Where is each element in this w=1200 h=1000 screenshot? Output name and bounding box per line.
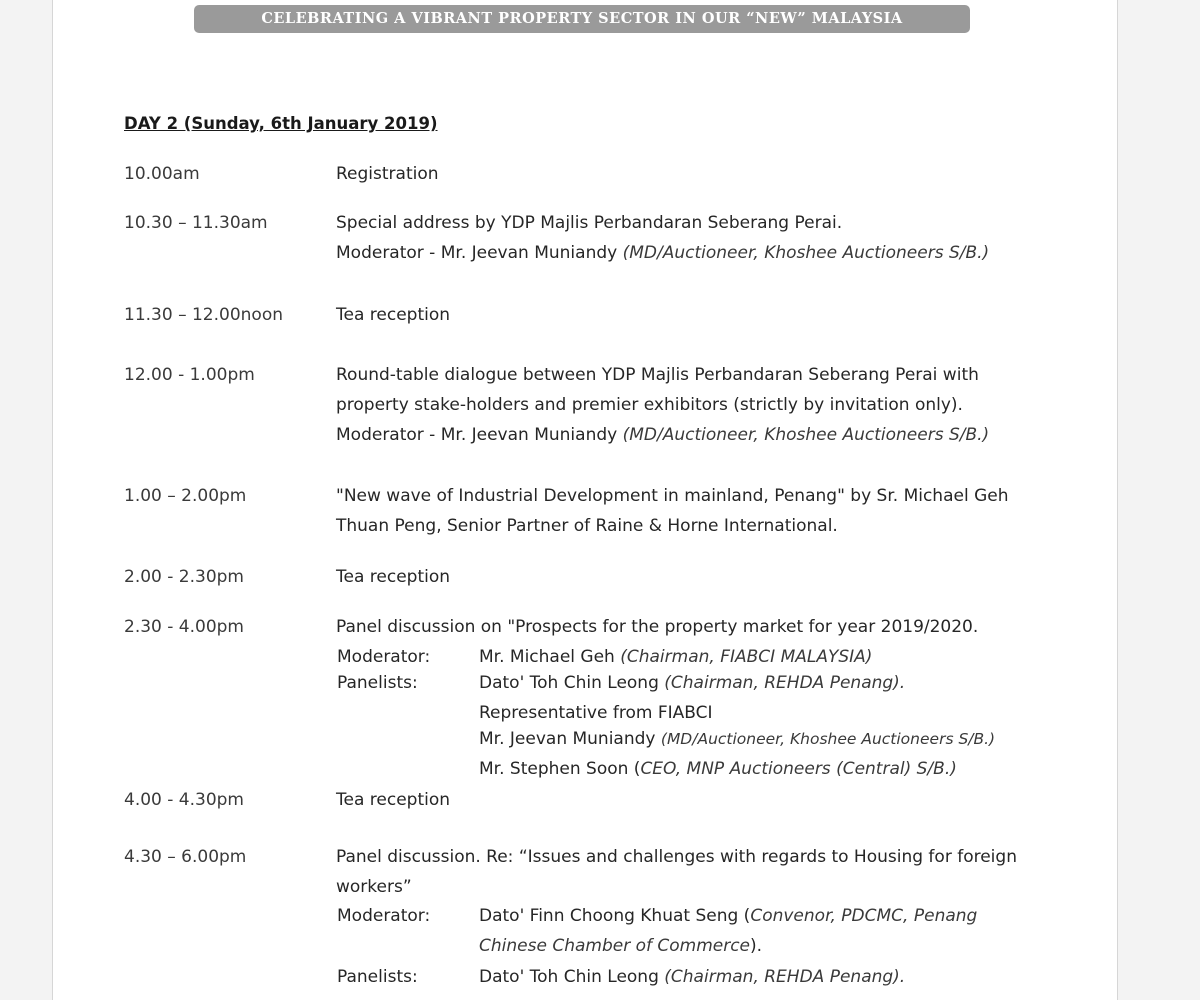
schedule-time: 10.30 – 11.30am — [124, 213, 268, 233]
schedule-item: workers” — [336, 877, 412, 897]
schedule-item: "New wave of Industrial Development in mainland, Penang" by Sr. Michael Geh — [336, 486, 1009, 506]
moderator-role: (Chairman, FIABCI MALAYSIA) — [620, 647, 873, 667]
moderator-line — [336, 420, 989, 450]
panelist — [479, 668, 905, 698]
schedule-time: 1.00 – 2.00pm — [124, 486, 247, 506]
schedule-time: 4.30 – 6.00pm — [124, 847, 247, 867]
moderator-line — [479, 901, 977, 931]
document-page — [52, 0, 1118, 1000]
schedule-item: Thuan Peng, Senior Partner of Raine & Horne International. — [336, 516, 838, 536]
panelist — [479, 754, 957, 784]
panelist-name: Dato' Toh Chin Leong — [479, 673, 665, 693]
moderator-name: Moderator - Mr. Jeevan Muniandy — [336, 243, 623, 263]
schedule-item: Panel discussion. Re: “Issues and challenges with regards to Housing for foreign — [336, 847, 1017, 867]
schedule-item: property stake-holders and premier exhibitors (strictly by invitation only). — [336, 395, 963, 415]
moderator-role: Chinese Chamber of Commerce — [479, 936, 751, 956]
event-banner: CELEBRATING A VIBRANT PROPERTY SECTOR IN OUR “NEW” MALAYSIA — [194, 5, 970, 33]
moderator-line — [336, 238, 989, 268]
panelist-name: Dato' Toh Chin Leong — [479, 967, 665, 987]
panelist-role: CEO, MNP Auctioneers (Central) S/B.) — [640, 759, 957, 779]
panelist-role: (Chairman, REHDA Penang). — [664, 673, 906, 693]
moderator-role: Convenor, PDCMC, Penang — [750, 906, 978, 926]
panelist-role: (Chairman, REHDA Penang). — [664, 967, 906, 987]
day-heading: DAY 2 (Sunday, 6th January 2019) — [124, 114, 438, 133]
schedule-time: 12.00 - 1.00pm — [124, 365, 255, 385]
moderator-line-continued — [479, 931, 762, 961]
panelist — [479, 962, 905, 992]
moderator-role: (MD/Auctioneer, Khoshee Auctioneers S/B.) — [622, 425, 990, 445]
panelist-name: Mr. Jeevan Muniandy — [479, 729, 661, 749]
panelists-label: Panelists: — [337, 673, 418, 693]
panelist-role: (MD/Auctioneer, Khoshee Auctioneers S/B.) — [660, 730, 996, 748]
panelists-label: Panelists: — [337, 967, 418, 987]
moderator-name: Dato' Finn Choong Khuat Seng ( — [479, 906, 751, 926]
panelist-name: Mr. Stephen Soon ( — [479, 759, 641, 779]
moderator-role: (MD/Auctioneer, Khoshee Auctioneers S/B.) — [622, 243, 990, 263]
moderator-name: Moderator - Mr. Jeevan Muniandy — [336, 425, 623, 445]
schedule-item: Tea reception — [336, 305, 451, 325]
moderator-label: Moderator: — [337, 906, 431, 926]
schedule-item: Registration — [336, 164, 439, 184]
moderator-role-end: ). — [750, 936, 763, 956]
schedule-time: 4.00 - 4.30pm — [124, 790, 244, 810]
schedule-time: 2.30 - 4.00pm — [124, 617, 244, 637]
schedule-time: 2.00 - 2.30pm — [124, 567, 244, 587]
moderator-label: Moderator: — [337, 647, 431, 667]
schedule-item: Panel discussion on "Prospects for the property market for year 2019/2020. — [336, 617, 979, 637]
schedule-item: Tea reception — [336, 790, 451, 810]
moderator-name: Mr. Michael Geh — [479, 647, 621, 667]
schedule-item: Tea reception — [336, 567, 451, 587]
schedule-time: 11.30 – 12.00noon — [124, 305, 283, 325]
schedule-item: Round-table dialogue between YDP Majlis Perbandaran Seberang Perai with — [336, 365, 979, 385]
panelist — [479, 724, 995, 754]
schedule-time: 10.00am — [124, 164, 200, 184]
panelist-name: Representative from FIABCI — [479, 703, 713, 723]
schedule-item: Special address by YDP Majlis Perbandaran Seberang Perai. — [336, 213, 843, 233]
